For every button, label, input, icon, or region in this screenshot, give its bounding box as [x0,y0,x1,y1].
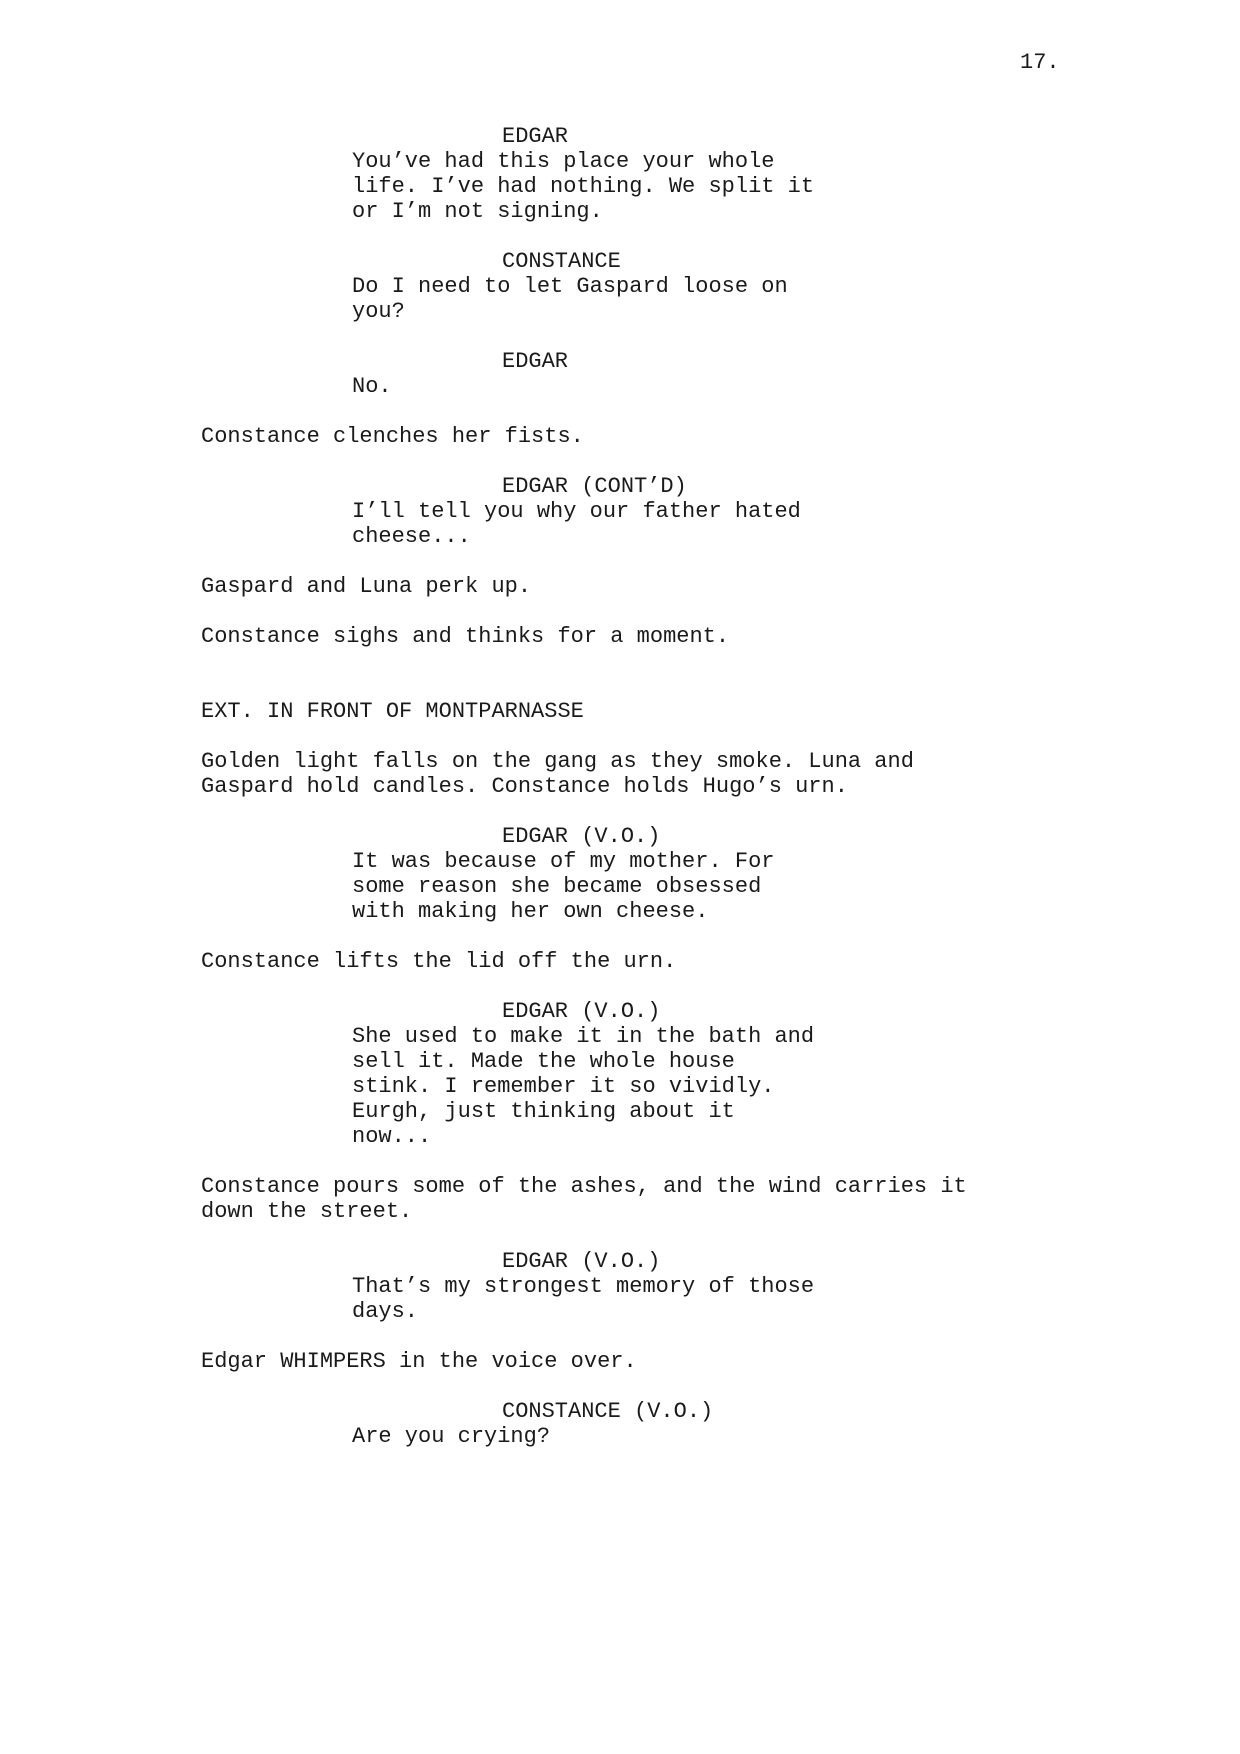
page-number: 17. [1020,50,1060,75]
action-block [0,424,1240,449]
action-line: down the street. [201,1199,413,1224]
dialogue-block [0,999,1240,1149]
dialogue-line: Are you crying? [352,1424,551,1449]
script-body [0,124,1240,1449]
action-block [0,1349,1240,1374]
character-cue: EDGAR (V.O.) [502,999,661,1024]
dialogue-line: or I’m not signing. [352,199,603,224]
scene-heading-text: EXT. IN FRONT OF MONTPARNASSE [201,699,584,724]
character-cue: EDGAR (V.O.) [502,1249,661,1274]
dialogue-line: life. I’ve had nothing. We split it [352,174,815,199]
dialogue-block [0,824,1240,924]
dialogue-block [0,474,1240,549]
dialogue-line: now... [352,1124,432,1149]
dialogue-line: She used to make it in the bath and [352,1024,815,1049]
dialogue-line: sell it. Made the whole house [352,1049,735,1074]
dialogue-line: That’s my strongest memory of those [352,1274,815,1299]
dialogue-line: with making her own cheese. [352,899,709,924]
action-line: Constance pours some of the ashes, and the wind carries it [201,1174,967,1199]
dialogue-line: You’ve had this place your whole [352,149,775,174]
action-line: Golden light falls on the gang as they smoke. Luna and [201,749,914,774]
action-block [0,1174,1240,1224]
action-block [0,624,1240,649]
scene-heading [0,699,1240,724]
dialogue-block [0,1249,1240,1324]
dialogue-line: It was because of my mother. For [352,849,775,874]
dialogue-block [0,349,1240,399]
dialogue-line: Eurgh, just thinking about it [352,1099,735,1124]
character-cue: EDGAR [502,124,569,149]
dialogue-line: I’ll tell you why our father hated [352,499,801,524]
dialogue-line: No. [352,374,392,399]
dialogue-line: some reason she became obsessed [352,874,762,899]
dialogue-line: Do I need to let Gaspard loose on [352,274,788,299]
action-block [0,749,1240,799]
dialogue-block [0,249,1240,324]
action-line: Constance clenches her fists. [201,424,584,449]
character-cue: CONSTANCE (V.O.) [502,1399,714,1424]
dialogue-line: you? [352,299,405,324]
action-line: Edgar WHIMPERS in the voice over. [201,1349,637,1374]
dialogue-line: cheese... [352,524,471,549]
action-line: Constance sighs and thinks for a moment. [201,624,730,649]
dialogue-line: days. [352,1299,419,1324]
action-line: Gaspard hold candles. Constance holds Hugo’s urn. [201,774,848,799]
action-block [0,574,1240,599]
character-cue: CONSTANCE [502,249,621,274]
action-block [0,949,1240,974]
action-line: Gaspard and Luna perk up. [201,574,532,599]
action-line: Constance lifts the lid off the urn. [201,949,677,974]
dialogue-block [0,124,1240,224]
dialogue-line: stink. I remember it so vividly. [352,1074,775,1099]
character-cue: EDGAR (V.O.) [502,824,661,849]
character-cue: EDGAR (CONT’D) [502,474,687,499]
dialogue-block [0,1399,1240,1449]
character-cue: EDGAR [502,349,569,374]
